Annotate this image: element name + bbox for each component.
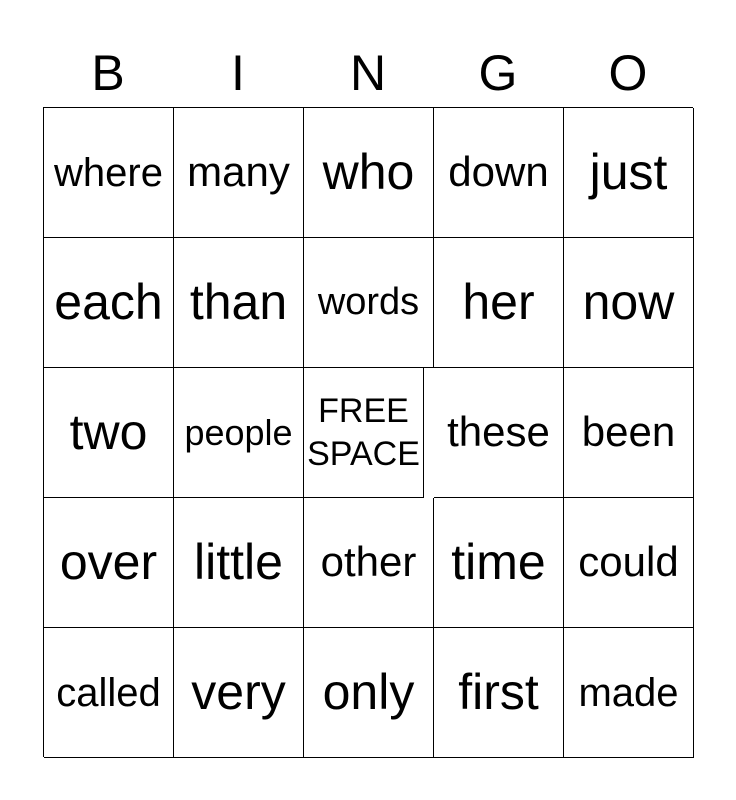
bingo-cell-i4[interactable]: little [174,498,304,628]
bingo-cell-o5[interactable]: made [564,628,694,758]
bingo-cell-o2[interactable]: now [564,238,694,368]
bingo-cell-b1[interactable]: where [44,108,174,238]
bingo-cell-i3[interactable]: people [174,368,304,498]
bingo-cell-b4[interactable]: over [44,498,174,628]
bingo-cell-n4[interactable]: other [304,498,434,628]
bingo-cell-n1[interactable]: who [304,108,434,238]
bingo-cell-b2[interactable]: each [44,238,174,368]
bingo-cell-n2[interactable]: words [304,238,434,368]
bingo-cell-g2[interactable]: her [434,238,564,368]
header-letter-g: G [478,45,518,101]
header-letter-i: I [231,45,245,101]
bingo-cell-b5[interactable]: called [44,628,174,758]
bingo-cell-g5[interactable]: first [434,628,564,758]
header-letter-n: N [349,45,387,101]
bingo-cell-o3[interactable]: been [564,368,694,498]
bingo-cell-o1[interactable]: just [564,108,694,238]
bingo-cell-i5[interactable]: very [174,628,304,758]
bingo-cell-b3[interactable]: two [44,368,174,498]
bingo-cell-g4[interactable]: time [434,498,564,628]
bingo-cell-g3[interactable]: these [434,368,564,498]
bingo-board [43,107,693,757]
bingo-cell-i1[interactable]: many [174,108,304,238]
free-space-cell: FREE SPACE [304,368,424,498]
bingo-cell-o4[interactable]: could [564,498,694,628]
bingo-header [43,40,693,106]
bingo-cell-n5[interactable]: only [304,628,434,758]
header-letter-b: B [91,45,125,101]
header-letter-o: O [608,45,648,101]
bingo-cell-g1[interactable]: down [434,108,564,238]
bingo-cell-i2[interactable]: than [174,238,304,368]
